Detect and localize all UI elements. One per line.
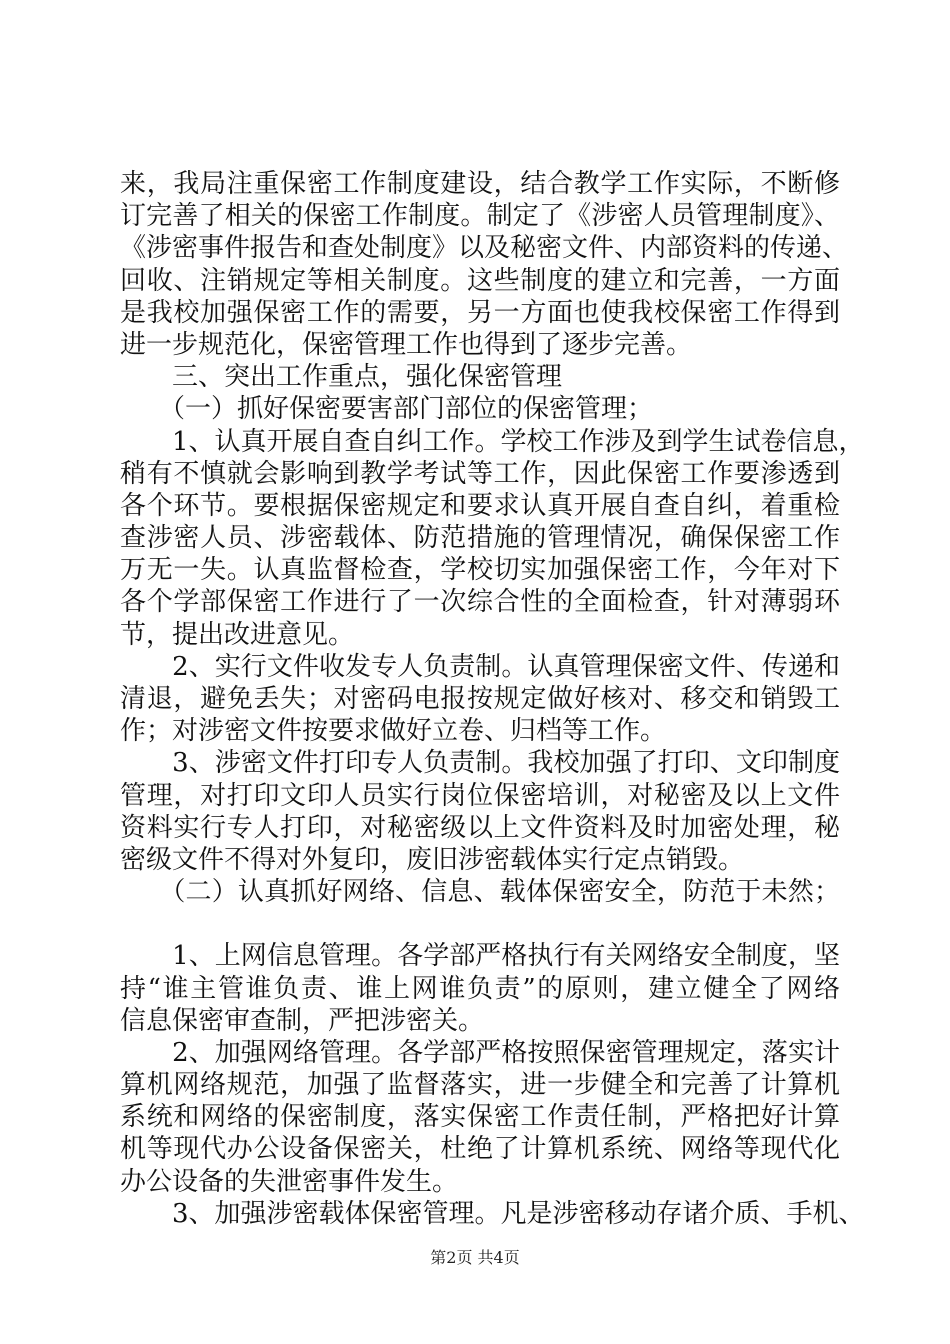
text-line: 节，提出改进意见。 — [120, 619, 355, 650]
text-line: 订完善了相关的保密工作制度。制定了《涉密人员管理制度》、 — [120, 201, 840, 232]
text-line: 资料实行专人打印，对秘密级以上文件资料及时加密处理，秘 — [120, 812, 840, 843]
text-line: 2、实行文件收发专人负责制。认真管理保密文件、传递和 — [120, 651, 840, 682]
text-line: 信息保密审查制，严把涉密关。 — [120, 1005, 485, 1036]
text-line: 1、认真开展自查自纠工作。学校工作涉及到学生试卷信息， — [120, 426, 865, 457]
text-line: 2、加强网络管理。各学部严格按照保密管理规定，落实计 — [120, 1037, 840, 1068]
text-line: 各个学部保密工作进行了一次综合性的全面检查，针对薄弱环 — [120, 587, 840, 618]
text-line: 3、涉密文件打印专人负责制。我校加强了打印、文印制度 — [120, 748, 840, 779]
text-line: 办公设备的失泄密事件发生。 — [120, 1166, 459, 1197]
text-line: 各个环节。要根据保密规定和要求认真开展自查自纠，着重检 — [120, 490, 840, 521]
paragraph-gap — [120, 908, 840, 940]
text-line: 机等现代办公设备保密关，杜绝了计算机系统、网络等现代化 — [120, 1134, 840, 1165]
text-line: 密级文件不得对外复印，废旧涉密载体实行定点销毁。 — [120, 844, 745, 875]
text-line: 是我校加强保密工作的需要，另一方面也使我校保密工作得到 — [120, 297, 840, 328]
document-body — [120, 168, 865, 1230]
subsection-heading: （一）抓好保密要害部门部位的保密管理； — [120, 394, 654, 425]
text-line: 3、加强涉密载体保密管理。凡是涉密移动存诸介质、手机、 — [120, 1198, 865, 1229]
text-line: 持“谁主管谁负责、谁上网谁负责”的原则，建立健全了网络 — [120, 973, 840, 1004]
text-line: 万无一失。认真监督检查，学校切实加强保密工作，今年对下 — [120, 555, 840, 586]
text-line: 稍有不慎就会影响到教学考试等工作，因此保密工作要渗透到 — [120, 458, 840, 489]
text-line: 清退，避免丢失；对密码电报按规定做好核对、移交和销毁工 — [120, 684, 840, 714]
text-line: 作；对涉密文件按要求做好立卷、归档等工作。 — [120, 716, 667, 747]
text-line: 来，我局注重保密工作制度建设，结合教学工作实际，不断修 — [120, 169, 840, 199]
text-line: 管理，对打印文印人员实行岗位保密培训，对秘密及以上文件 — [120, 780, 840, 811]
section-heading: 三、突出工作重点，强化保密管理 — [120, 362, 563, 393]
text-line: 系统和网络的保密制度，落实保密工作责任制，严格把好计算 — [120, 1102, 840, 1133]
text-line: 《涉密事件报告和查处制度》以及秘密文件、内部资料的传递、 — [120, 233, 849, 264]
text-line: 进一步规范化，保密管理工作也得到了逐步完善。 — [120, 329, 693, 360]
text-line: 回收、注销规定等相关制度。这些制度的建立和完善，一方面 — [120, 265, 840, 296]
page-number-footer: 第2页 共4页 — [430, 1248, 520, 1267]
text-line: 查涉密人员、涉密载体、防范措施的管理情况，确保保密工作 — [120, 523, 840, 554]
text-line: 算机网络规范，加强了监督落实，进一步健全和完善了计算机 — [120, 1070, 840, 1101]
text-line: 1、上网信息管理。各学部严格执行有关网络安全制度，坚 — [120, 941, 840, 972]
subsection-heading: （二）认真抓好网络、信息、载体保密安全，防范于未然； — [120, 877, 840, 908]
